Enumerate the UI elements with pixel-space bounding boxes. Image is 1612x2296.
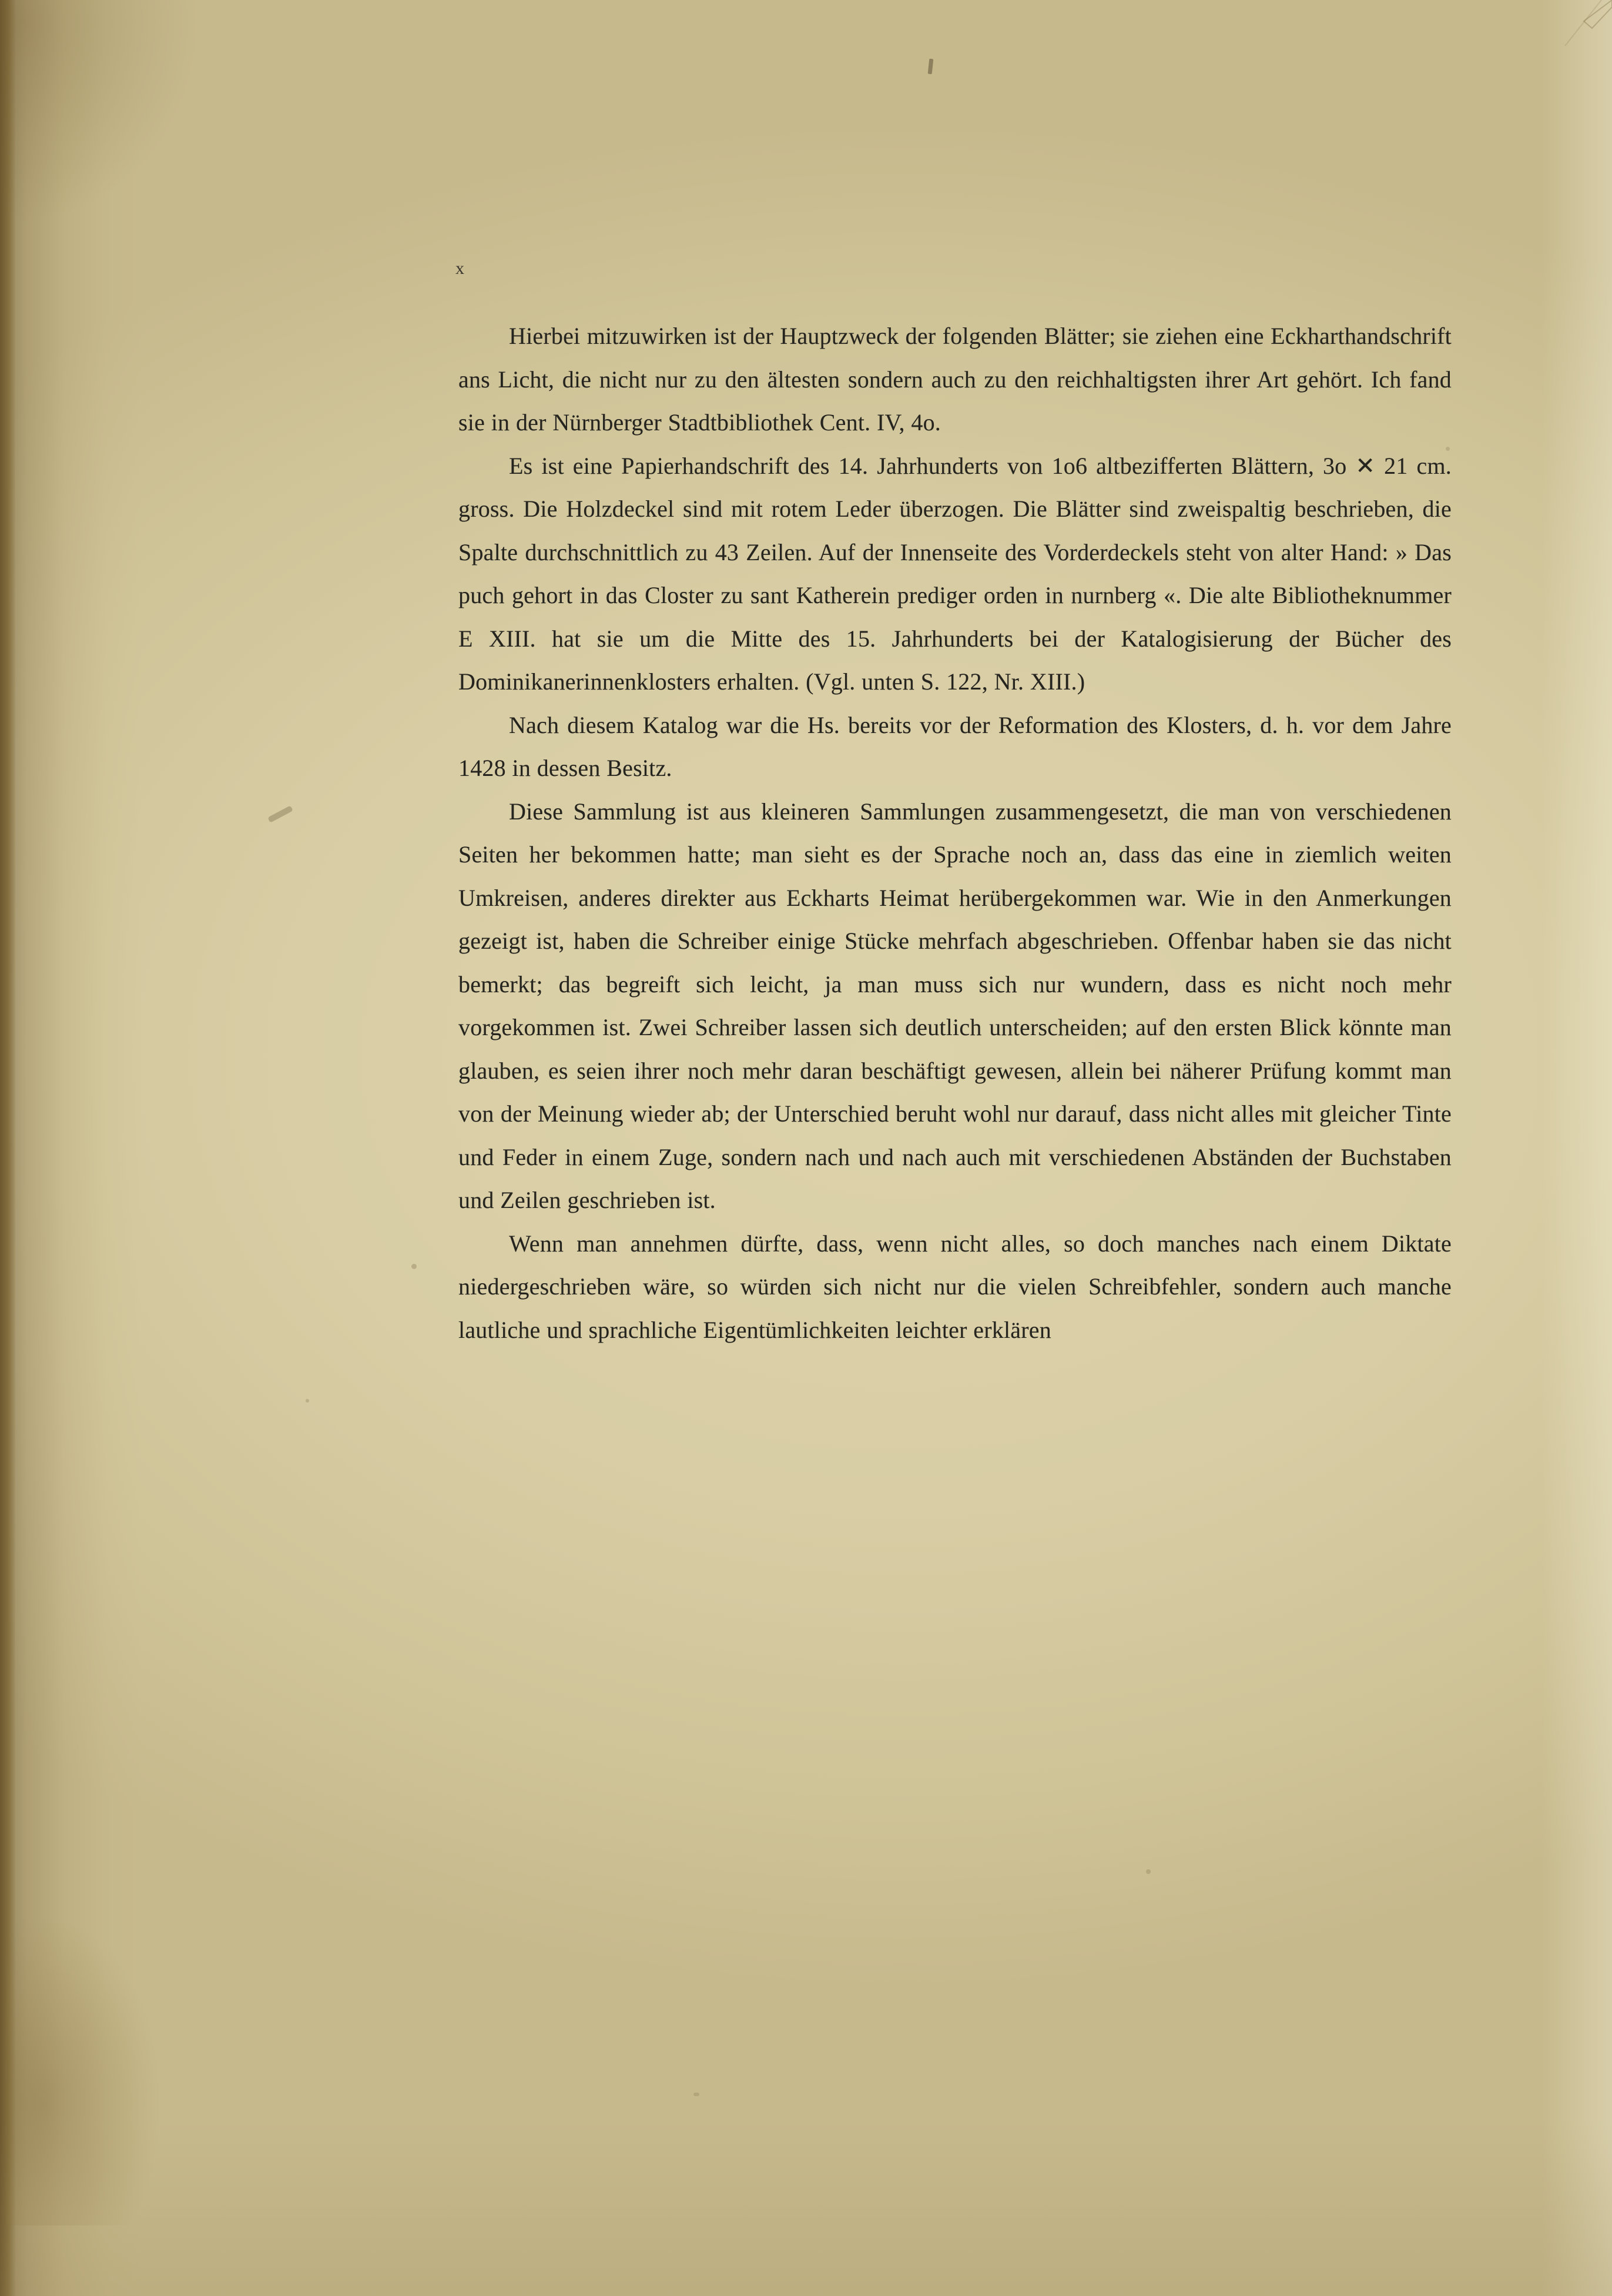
paper-stain-bottom-left (6, 1920, 159, 2225)
paragraph: Wenn man annehmen dürfte, dass, wenn nicht alles, so doch manches nach einem Diktate niedergeschrieben wäre, so würden sich nicht nur die vielen Schreibfehler, sondern auch manche lautliche und sprachliche Eigentümlichkeiten leichter erklären (458, 1230, 1452, 1343)
page-corner-fold (1477, 0, 1612, 88)
paragraph: Es ist eine Papierhandschrift des 14. Jahrhunderts von 1o6 altbezifferten Blättern, 3o ✕ 21 cm. gross. Die Holzdeckel sind mit rotem Leder überzogen. Die Blätter sind zweispaltig beschrieben, die Spalte durchschnittlich zu 43 Zeilen. Auf der Innenseite des Vorderdeckels steht von alter Hand: » Das puch gehort in das Closter zu sant Katherein prediger orden in nurnberg «. Die alte Bibliotheknummer E XIII. hat sie um die Mitte des 15. Jahrhunderts bei der Katalogisierung der Bücher des Dominikanerinnenklosters erhalten. (Vgl. unten S. 122, Nr. XIII.) (458, 452, 1452, 695)
dust-speck (306, 1399, 309, 1403)
paragraph: Diese Sammlung ist aus kleineren Sammlungen zusammengesetzt, die man von verschiedenen Seiten her bekommen hatte; man sieht es der Sprache noch an, dass das eine in ziemlich weiten Umkreisen, anderes direkter aus Eckharts Heimat herübergekommen war. Wie in den Anmerkungen gezeigt ist, haben die Schreiber einige Stücke mehrfach abgeschrieben. Offenbar haben sie das nicht bemerkt; das begreift sich leicht, ja man muss sich nur wundern, dass es nicht noch mehr vorgekommen ist. Zwei Schreiber lassen sich deutlich unterscheiden; auf den ersten Blick könnte man glauben, es seien ihrer noch mehr daran beschäftigt gewesen, allein bei näherer Prüfung kommt man von der Meinung wieder ab; der Unterschied beruht wohl nur darauf, dass nicht alles mit gleicher Tinte und Feder in einem Zuge, sondern nach und nach auch mit verschiedenen Abständen der Buchstaben und Zeilen geschrieben ist. (458, 798, 1452, 1213)
paragraph: Hierbei mitzuwirken ist der Hauptzweck der folgenden Blätter; sie ziehen eine Eckharthandschrift ans Licht, die nicht nur zu den ältesten sondern auch zu den reichhaltigsten ihrer Art gehört. Ich fand sie in der Nürnberger Stadtbibliothek Cent. IV, 4o. (458, 323, 1452, 436)
dust-speck (693, 2093, 699, 2096)
paper-stain-top-left (0, 0, 200, 223)
page-gutter-shadow (0, 0, 141, 2296)
dust-speck (1146, 1869, 1151, 1874)
paragraph: Nach diesem Katalog war die Hs. bereits vor der Reformation des Klosters, d. h. vor dem Jahre 1428 in dessen Besitz. (458, 711, 1452, 781)
dust-speck (411, 1264, 417, 1269)
dust-speck (928, 59, 934, 75)
page-left-edge-shadow (0, 0, 15, 2296)
body-text-block (458, 314, 1452, 1351)
page-number-roman: x (455, 259, 465, 278)
dust-speck (267, 805, 293, 822)
page-right-edge-highlight (1541, 0, 1612, 2296)
page-bottom-shading (0, 2120, 1612, 2296)
